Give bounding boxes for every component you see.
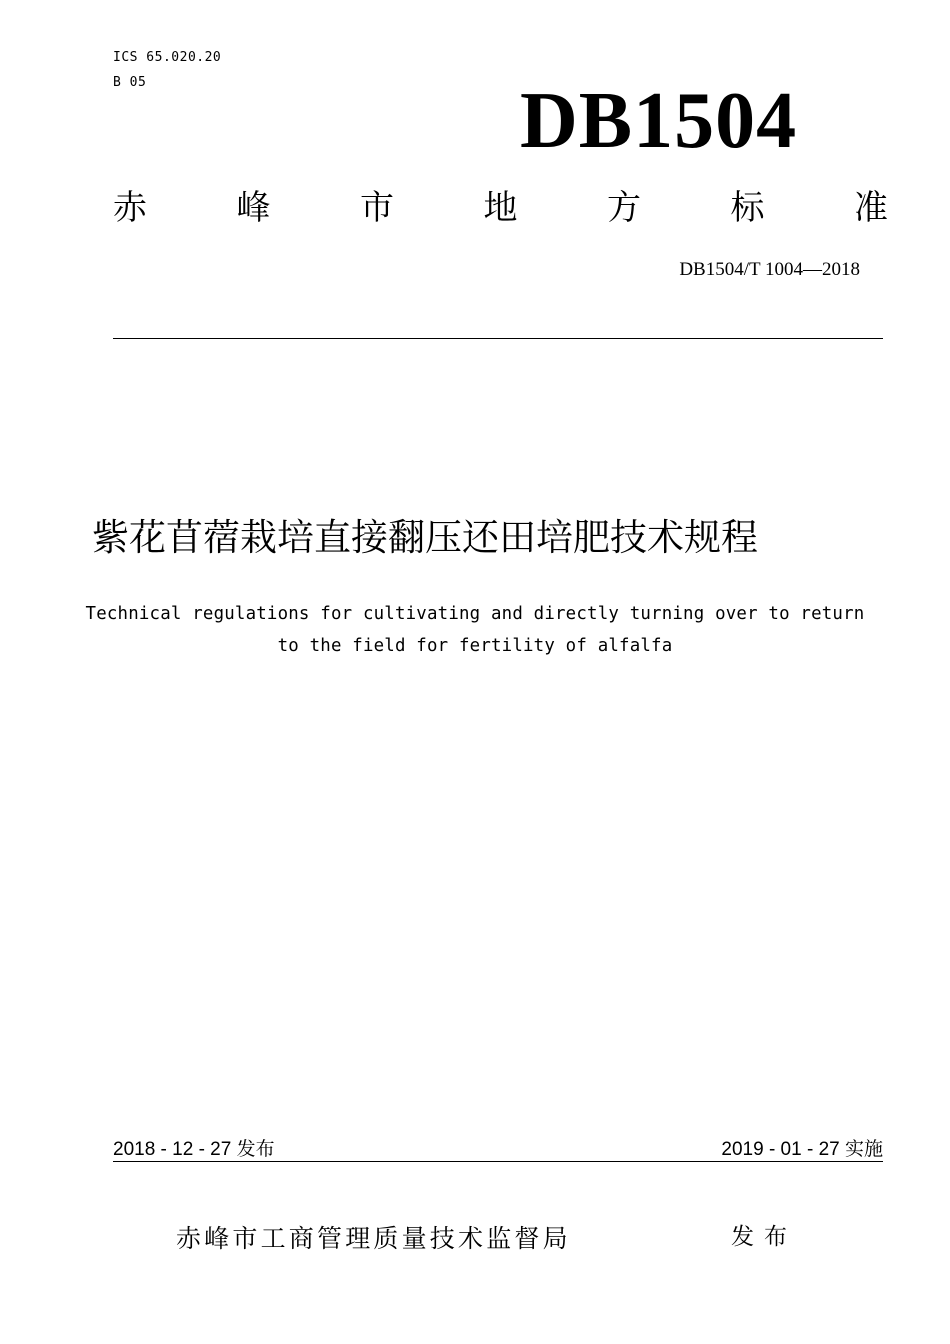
title-chinese: 紫花苜蓿栽培直接翻压还田培肥技术规程 bbox=[92, 516, 758, 559]
ics-code: ICS 65.020.20 bbox=[113, 50, 222, 65]
title-english bbox=[50, 598, 900, 662]
standard-type-char: 地 bbox=[483, 188, 518, 228]
standard-type-heading bbox=[113, 185, 888, 231]
db-mark: DB1504 bbox=[520, 77, 798, 165]
standard-number: DB1504/T 1004—2018 bbox=[679, 259, 860, 280]
standard-type-char: 准 bbox=[854, 188, 888, 228]
publish-label: 发布 bbox=[731, 1224, 797, 1250]
standard-type-char: 市 bbox=[360, 188, 394, 228]
implement-date: 2019 - 01 - 27 实施 bbox=[721, 1139, 883, 1160]
issue-date: 2018 - 12 - 27 发布 bbox=[113, 1139, 275, 1160]
standard-type-char: 峰 bbox=[236, 188, 271, 228]
ccs-code: B 05 bbox=[113, 75, 147, 90]
issuing-authority: 赤峰市工商管理质量技术监督局 bbox=[176, 1224, 571, 1253]
title-english-line-1: Technical regulations for cultivating and directly turning over to return bbox=[85, 604, 865, 624]
standard-type-char: 赤 bbox=[113, 188, 147, 228]
bottom-divider bbox=[113, 1161, 883, 1162]
standard-type-char: 方 bbox=[607, 188, 641, 228]
top-divider bbox=[113, 338, 883, 339]
standard-type-char: 标 bbox=[730, 188, 765, 228]
title-english-line-2: to the field for fertility of alfalfa bbox=[277, 636, 673, 656]
